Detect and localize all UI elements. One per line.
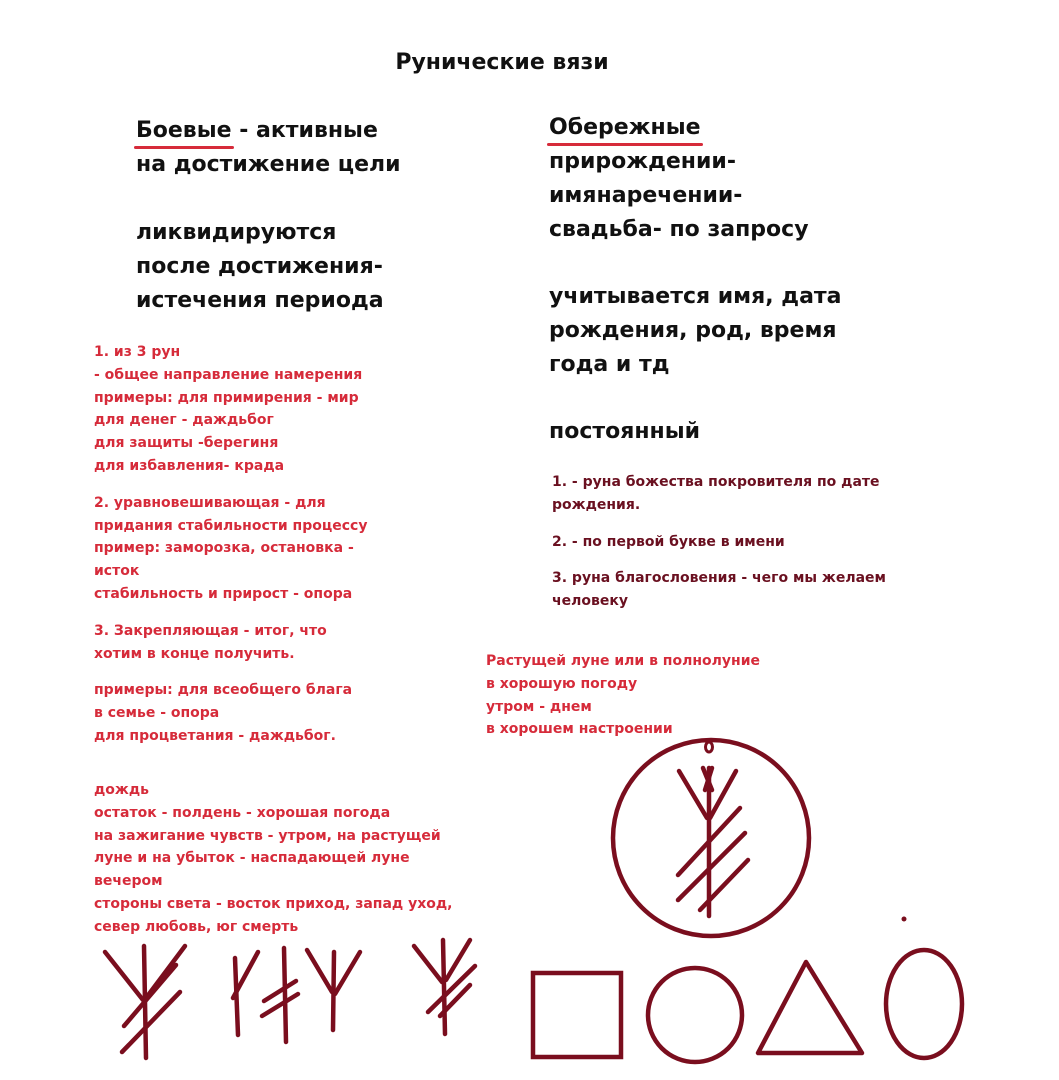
note-line: для денег - даждьбог xyxy=(94,412,274,429)
combat-heading-underlined: Боевые xyxy=(136,118,232,143)
protective-heading-underlined: Обережные xyxy=(549,115,701,140)
item-line: 3. руна благословения - чего мы желаем xyxy=(552,570,886,587)
rune-2-icon xyxy=(233,948,298,1042)
combat-text-line: после достижения- xyxy=(136,254,383,279)
note-line: пример: заморозка, остановка - xyxy=(94,540,354,557)
note-line: 2. уравновешивающая - для xyxy=(94,494,326,511)
note-line: - общее направление намерения xyxy=(94,366,363,383)
note-line: на зажигание чувств - утром, на растущей xyxy=(94,827,441,844)
circled-rune-icon xyxy=(613,740,809,936)
note-line: луне и на убыток - наспадающей луне xyxy=(94,850,410,867)
item-line: 2. - по первой букве в имени xyxy=(552,533,785,550)
protective-text-line: года и тд xyxy=(549,352,670,377)
protective-text-line: учитывается имя, дата xyxy=(549,284,842,309)
note-line: дождь xyxy=(94,782,150,798)
oval-icon xyxy=(886,950,962,1058)
note-line: 3. Закрепляющая - итог, что xyxy=(94,622,327,639)
moon-note-line: Растущей луне или в полнолуние xyxy=(486,653,760,669)
protective-line: имянаречении- xyxy=(549,183,743,208)
note-line: придания стабильности процессу xyxy=(94,517,368,534)
note-line: хотим в конце получить. xyxy=(94,645,295,662)
item-line: человеку xyxy=(552,593,628,610)
moon-note-line: в хорошую погоду xyxy=(486,675,638,692)
protective-text-line: рождения, род, время xyxy=(549,318,837,343)
note-line: стороны света - восток приход, запад уход, xyxy=(94,895,453,912)
rune-3-icon xyxy=(307,950,360,1030)
note-line: примеры: для всеобщего блага xyxy=(94,682,353,699)
combat-text-line: истечения периода xyxy=(136,288,384,313)
note-line: для защиты -берегиня xyxy=(94,435,279,452)
note-line: исток xyxy=(94,563,140,580)
note-line: стабильность и прирост - опора xyxy=(94,585,353,602)
combat-heading-line2: на достижение цели xyxy=(136,152,401,177)
protective-line: свадьба- по запросу xyxy=(549,217,809,242)
square-icon xyxy=(533,973,621,1057)
page-title: Рунические вязи xyxy=(395,50,609,75)
circle-icon xyxy=(648,968,742,1062)
note-line: для избавления- крада xyxy=(94,457,285,474)
combat-text-line: ликвидируются xyxy=(136,220,337,245)
item-line: 1. - руна божества покровителя по дате xyxy=(552,474,880,490)
item-line: рождения. xyxy=(552,496,641,513)
combat-heading-rest: - активные xyxy=(231,118,378,143)
note-line: для процветания - даждьбог. xyxy=(94,727,336,744)
note-line: примеры: для примирения - мир xyxy=(94,389,359,406)
note-line: в семье - опора xyxy=(94,705,220,722)
note-line: остаток - полдень - хорошая погода xyxy=(94,804,391,821)
note-line: 1. из 3 рун xyxy=(94,344,181,360)
triangle-icon xyxy=(758,962,862,1053)
constant-label: постоянный xyxy=(549,419,701,444)
rune-1-icon xyxy=(105,946,185,1058)
note-line: вечером xyxy=(94,873,163,890)
note-line: север любовь, юг смерть xyxy=(94,918,299,935)
protective-line: прирождении- xyxy=(549,149,736,174)
rune-4-icon xyxy=(414,940,475,1034)
moon-note-line: утром - днем xyxy=(486,698,592,715)
moon-note-line: в хорошем настроении xyxy=(486,721,673,738)
